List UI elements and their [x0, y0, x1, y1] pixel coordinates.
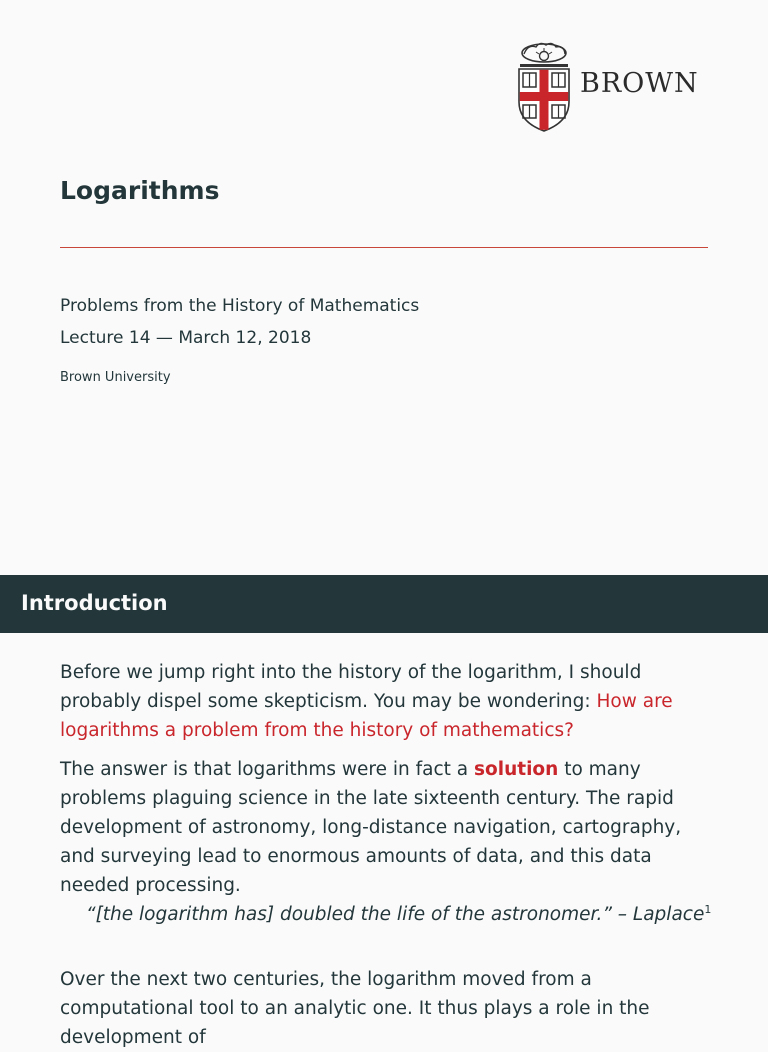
laplace-quote: [86, 903, 711, 925]
intro-paragraph-2-before: The answer is that logarithms were in fact a: [60, 759, 474, 780]
title-divider: [60, 247, 708, 248]
intro-paragraph-1-text: Before we jump right into the history of the logarithm, I should probably dispel some skepticism. You may be wondering:: [60, 662, 642, 712]
laplace-quote-text: “[the logarithm has] doubled the life of the astronomer.” – Laplace: [86, 904, 705, 925]
intro-paragraph-2-after: to many problems plaguing science in the late sixteenth century. The rapid development of astronomy, long-distance navigation, cartography, and surveying lead to enormous amounts of data, and this data needed processing.: [60, 759, 682, 896]
intro-question-highlight: How are logarithms a problem from the history of mathematics?: [60, 691, 673, 741]
brown-wordmark: BROWN: [580, 68, 699, 99]
intro-paragraph-1: [60, 658, 720, 745]
presentation-subtitle: Problems from the History of Mathematics: [60, 296, 420, 316]
presentation-title: Logarithms: [60, 176, 220, 205]
frame-title: Introduction: [21, 591, 168, 615]
institute-name: Brown University: [60, 370, 171, 385]
brown-logo: [514, 40, 704, 134]
lecture-date: Lecture 14 — March 12, 2018: [60, 328, 312, 348]
intro-paragraph-3-text: Over the next two centuries, the logarithm moved from a computational tool to an analytic one. It thus plays a role in the development of: [60, 969, 650, 1048]
brown-university-shield-icon: [514, 40, 574, 134]
solution-highlight: solution: [474, 759, 559, 780]
footnote-marker: 1: [704, 903, 712, 916]
intro-paragraph-2: [60, 755, 720, 900]
frame-header: [0, 575, 768, 633]
intro-paragraph-3: [60, 965, 720, 1052]
